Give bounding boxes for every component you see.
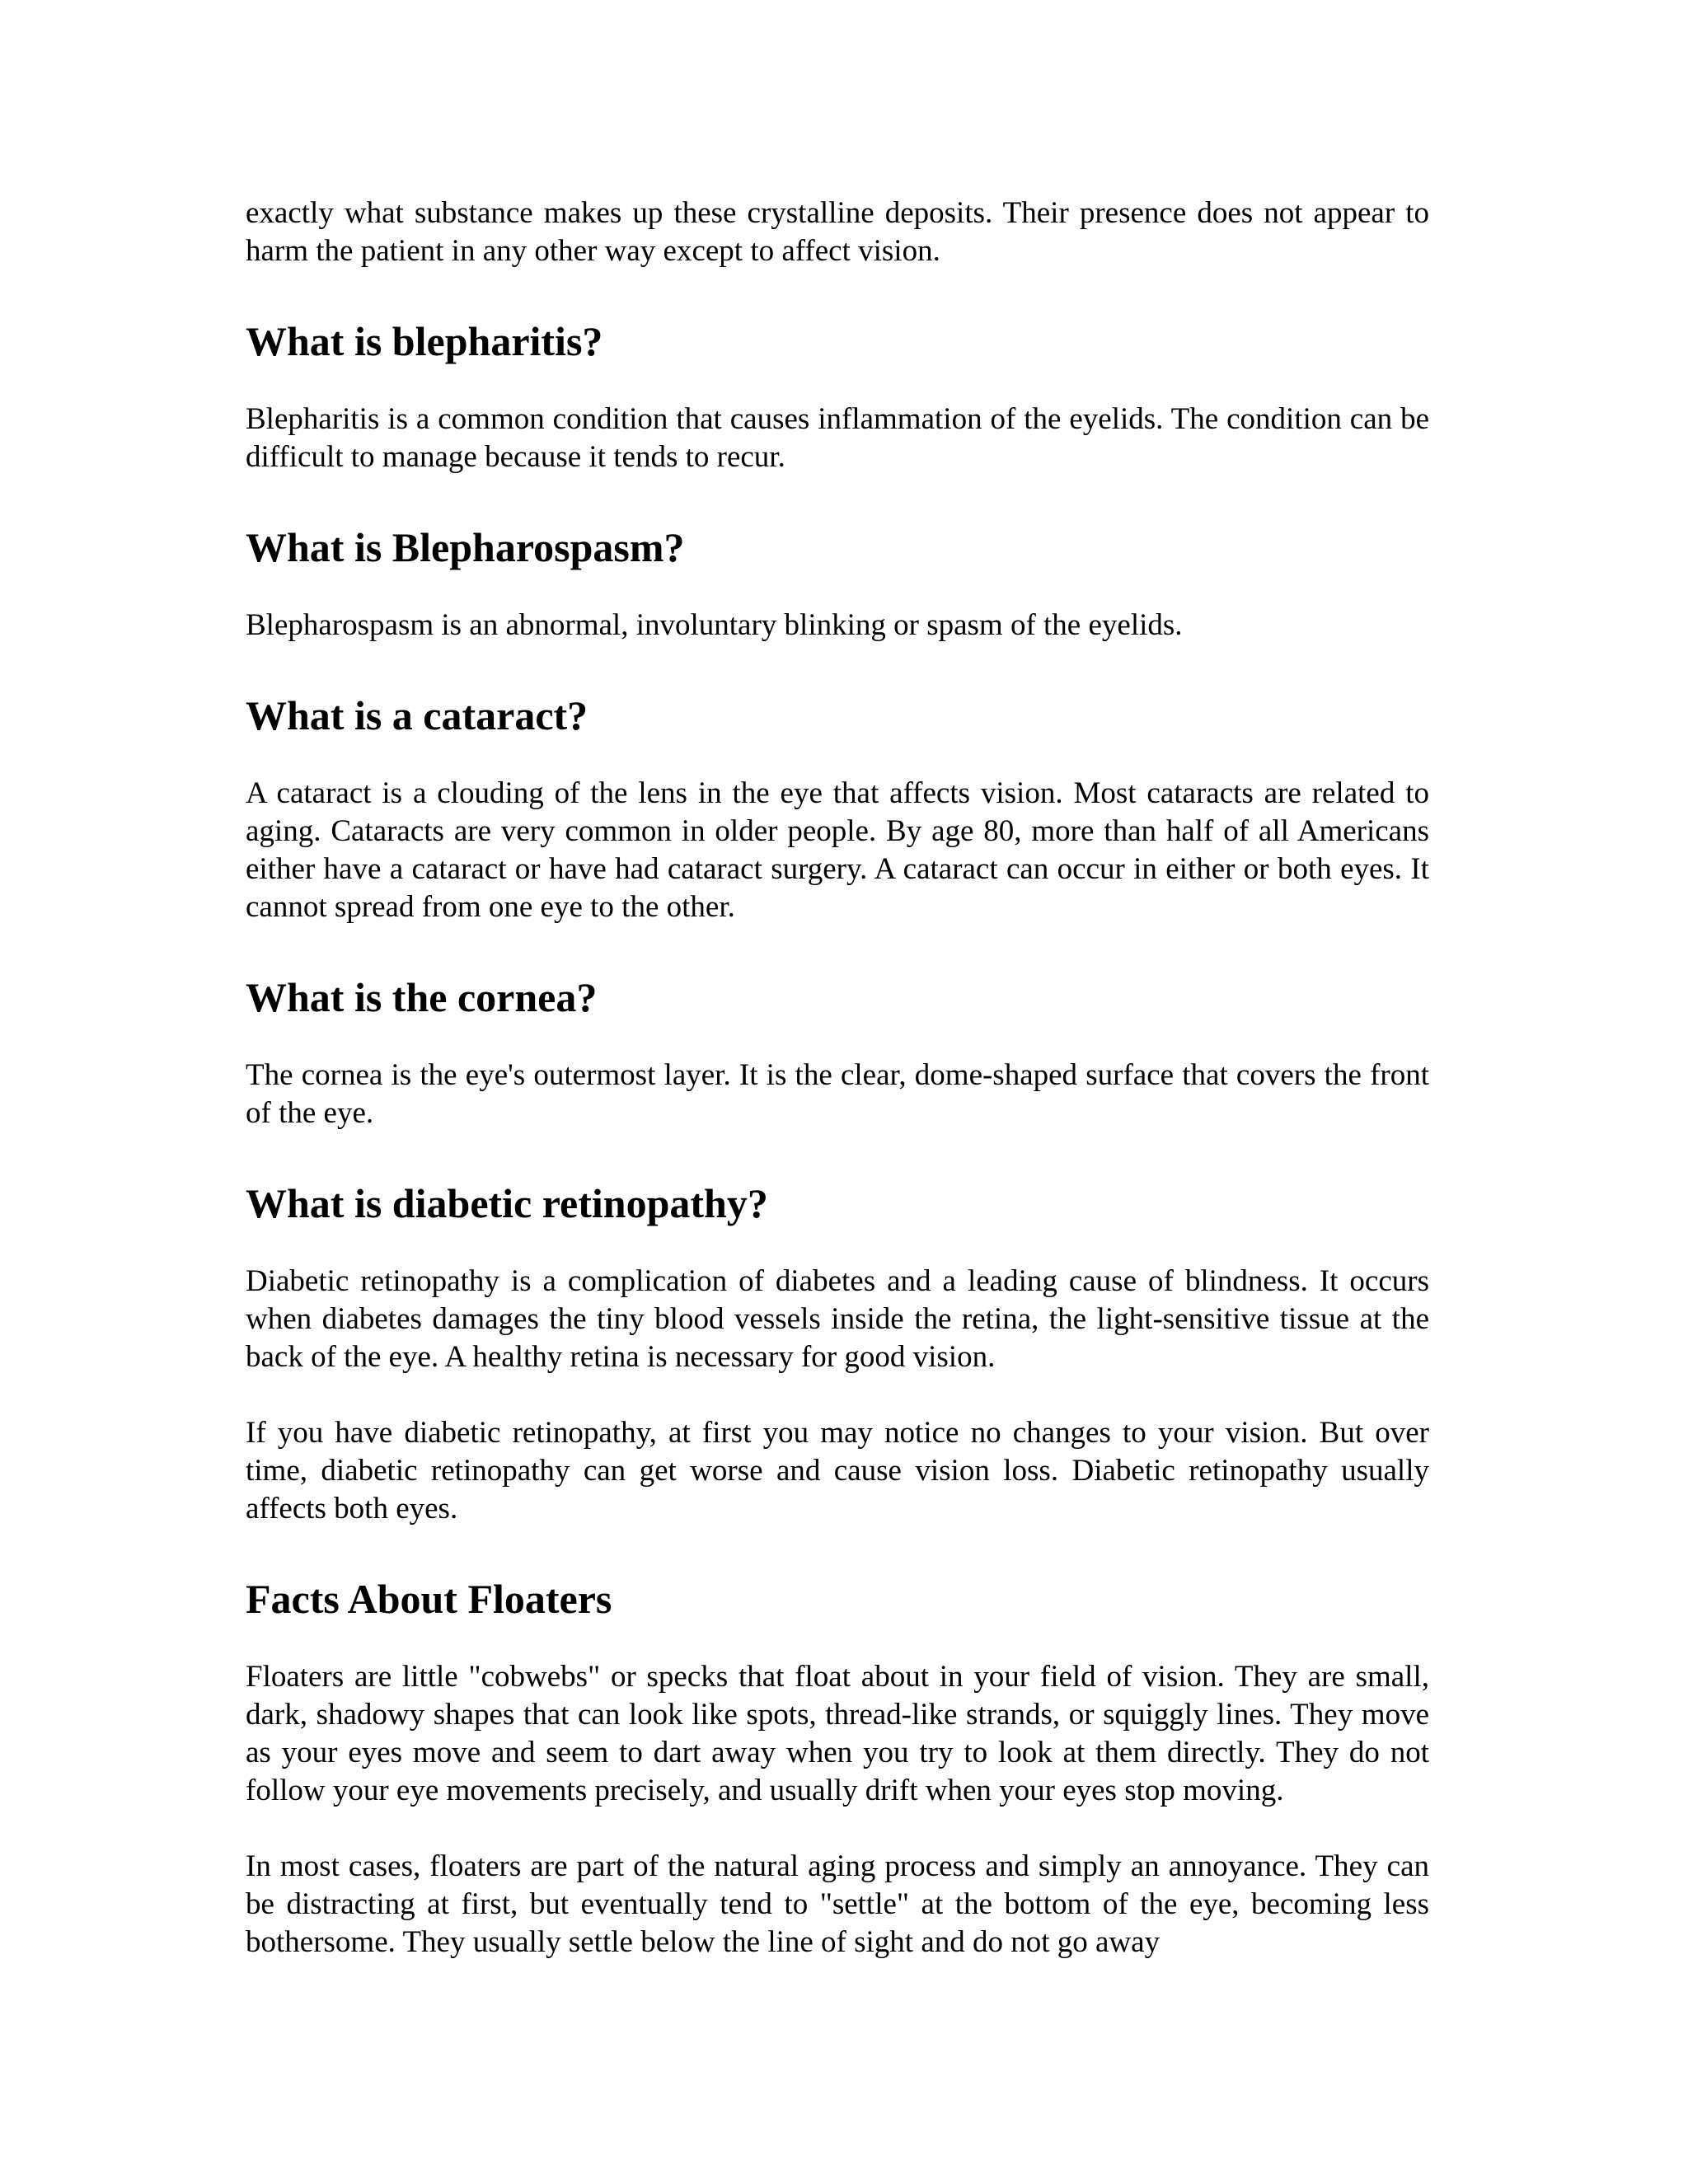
- heading-diabetic-retinopathy: What is diabetic retinopathy?: [246, 1180, 768, 1226]
- paragraph-blepharitis: Blepharitis is a common condition that causes inflammation of the eyelids. The condition can be difficult to manage because it tends to recur.: [246, 402, 1429, 474]
- paragraph-floaters-aging: In most cases, floaters are part of the natural aging process and simply an annoyance. They can be distracting at first, but eventually tend to "settle" at the bottom of the eye, becoming less bothersome. They usually settle below the line of sight and do not go away: [246, 1849, 1429, 1959]
- document-page: [246, 194, 1429, 1961]
- heading-cataract: What is a cataract?: [246, 692, 588, 738]
- paragraph-diabetic-retinopathy-progression: If you have diabetic retinopathy, at first you may notice no changes to your vision. But over time, diabetic retinopathy can get worse and cause vision loss. Diabetic retinopathy usually affects both eyes.: [246, 1416, 1429, 1526]
- heading-blepharitis: What is blepharitis?: [246, 318, 603, 364]
- paragraph-floaters: Floaters are little "cobwebs" or specks that float about in your field of vision. They are small, dark, shadowy shapes that can look like spots, thread-like strands, or squiggly lines. They move as your eyes move and seem to dart away when you try to look at them directly. They do not follow your eye movements precisely, and usually drift when your eyes stop moving.: [246, 1660, 1429, 1807]
- paragraph-cornea: The cornea is the eye's outermost layer. It is the clear, dome-shaped surface that covers the front of the eye.: [246, 1058, 1429, 1130]
- heading-floaters: Facts About Floaters: [246, 1576, 612, 1622]
- heading-blepharospasm: What is Blepharospasm?: [246, 524, 685, 570]
- paragraph-blepharospasm: Blepharospasm is an abnormal, involuntary blinking or spasm of the eyelids.: [246, 608, 1183, 642]
- paragraph-crystalline-deposits: exactly what substance makes up these crystalline deposits. Their presence does not appear to harm the patient in any other way except to affect vision.: [246, 196, 1429, 268]
- heading-cornea: What is the cornea?: [246, 974, 598, 1020]
- paragraph-diabetic-retinopathy: Diabetic retinopathy is a complication of diabetes and a leading cause of blindness. It occurs when diabetes damages the tiny blood vessels inside the retina, the light-sensitive tissue at the back of the eye. A healthy retina is necessary for good vision.: [246, 1264, 1429, 1374]
- paragraph-cataract: A cataract is a clouding of the lens in the eye that affects vision. Most cataracts are related to aging. Cataracts are very common in older people. By age 80, more than half of all Americans either have a cataract or have had cataract surgery. A cataract can occur in either or both eyes. It cannot spread from one eye to the other.: [246, 776, 1429, 924]
